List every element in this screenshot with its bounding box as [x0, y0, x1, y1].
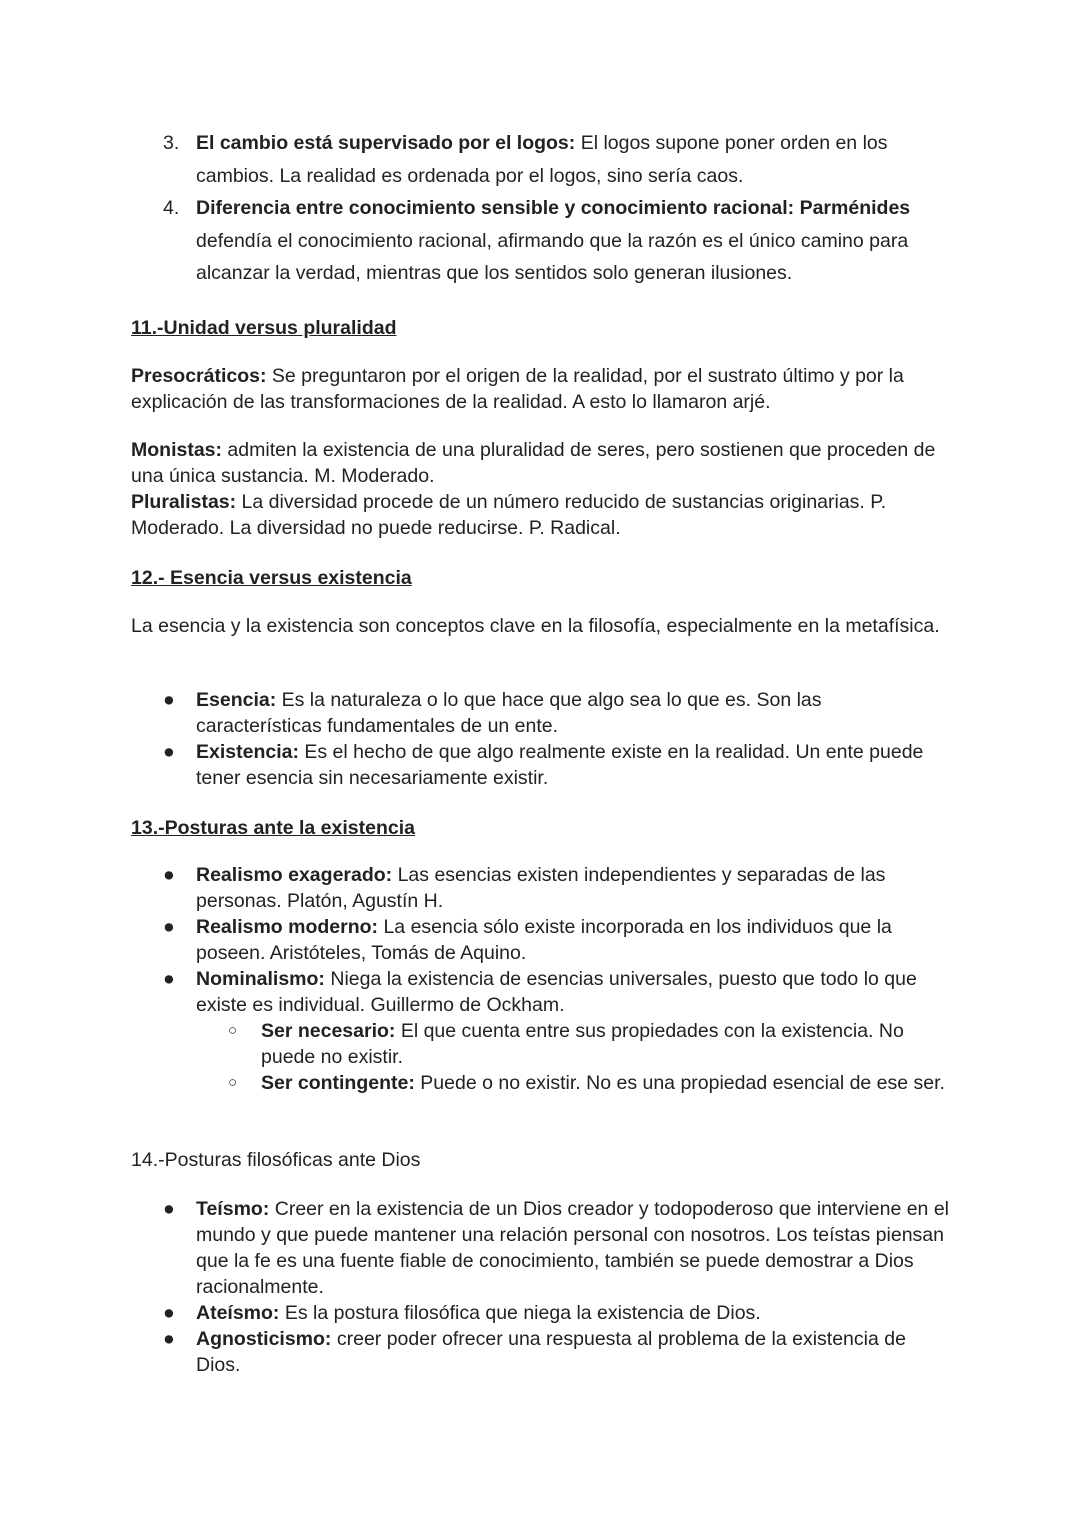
term: Presocráticos: — [131, 365, 267, 387]
list-item — [131, 687, 951, 739]
list-number: 4. — [163, 197, 180, 219]
definition: El logos supone poner orden en los cambios. La realidad es ordenada por el logos, sino sería caos. — [196, 132, 888, 187]
list-item — [131, 127, 951, 192]
definition: Se preguntaron por el origen de la realidad, por el sustrato último y por la explicación de las transformaciones de la realidad. A esto lo llamaron arjé. — [131, 365, 904, 413]
term: Agnosticismo: — [196, 1328, 332, 1350]
definition: Las esencias existen independientes y separadas de las personas. Platón, Agustín H. — [196, 864, 886, 912]
paragraph: La esencia y la existencia son conceptos clave en la filosofía, especialmente en la metafísica. — [131, 615, 940, 637]
definition: Es la postura filosófica que niega la existencia de Dios. — [279, 1302, 761, 1324]
list-item — [131, 1300, 951, 1326]
bullet-list — [131, 687, 951, 791]
definition: Puede o no existir. No es una propiedad esencial de ese ser. — [414, 1072, 945, 1094]
term: Monistas: — [131, 439, 223, 461]
section-11-heading: 11.-Unidad versus pluralidad — [131, 317, 397, 339]
term: Esencia: — [196, 689, 277, 711]
bullet-icon: ● — [163, 1198, 175, 1220]
bullet-icon: ● — [163, 1302, 175, 1324]
bullet-icon: ● — [163, 741, 175, 763]
bullet-icon: ● — [163, 968, 175, 990]
bullet-list — [131, 1196, 951, 1378]
term: Ser contingente: — [261, 1072, 415, 1094]
sub-list-item — [131, 1018, 951, 1070]
list-item — [131, 914, 951, 966]
section-14-heading: 14.-Posturas filosóficas ante Dios — [131, 1149, 421, 1171]
term: El cambio está supervisado por el logos: — [196, 132, 576, 154]
list-item — [131, 1326, 951, 1378]
definition: defendía el conocimiento racional, afirmando que la razón es el único camino para alcanzar la verdad, mientras que los sentidos solo generan ilusiones. — [196, 229, 909, 284]
definition: El que cuenta entre sus propiedades con la existencia. No puede no existir. — [261, 1020, 904, 1068]
paragraph — [131, 437, 951, 541]
term: Ser necesario: — [261, 1020, 396, 1042]
list-number: 3. — [163, 132, 180, 154]
bullet-icon: ● — [163, 864, 175, 886]
list-item — [131, 1196, 951, 1300]
term: Realismo moderno: — [196, 916, 379, 938]
circle-bullet-icon: ○ — [228, 1022, 238, 1039]
bullet-icon: ● — [163, 689, 175, 711]
term: Teísmo: — [196, 1198, 270, 1220]
list-item — [131, 192, 951, 290]
term: Nominalismo: — [196, 968, 325, 990]
bullet-icon: ● — [163, 1328, 175, 1350]
bullet-icon: ● — [163, 916, 175, 938]
term: Diferencia entre conocimiento sensible y conocimiento racional: Parménides — [196, 197, 911, 219]
term: Existencia: — [196, 741, 299, 763]
list-item — [131, 739, 951, 791]
term: Ateísmo: — [196, 1302, 280, 1324]
definition: Creer en la existencia de un Dios creador y todopoderoso que interviene en el mundo y que puede mantener una relación personal con nosotros. Los teístas piensan que la fe es una fuente fiable de conocimiento, también se puede demostrar a Dios racionalmente. — [196, 1198, 949, 1298]
list-item — [131, 966, 951, 1018]
definition: Niega la existencia de esencias universales, puesto que todo lo que existe es individual. Guillermo de Ockham. — [196, 968, 917, 1016]
definition: creer poder ofrecer una respuesta al problema de la existencia de Dios. — [196, 1328, 906, 1376]
numbered-list — [131, 127, 951, 290]
paragraph — [131, 363, 951, 415]
definition: La esencia sólo existe incorporada en los individuos que la poseen. Aristóteles, Tomás de Aquino. — [196, 916, 892, 964]
term: Pluralistas: — [131, 491, 237, 513]
section-13-heading: 13.-Posturas ante la existencia — [131, 817, 415, 839]
section-12-heading: 12.- Esencia versus existencia — [131, 567, 412, 589]
definition: La diversidad procede de un número reducido de sustancias originarias. P. Moderado. La diversidad no puede reducirse. P. Radical. — [131, 491, 887, 539]
list-item — [131, 862, 951, 914]
sub-list-item — [131, 1070, 951, 1096]
definition: admiten la existencia de una pluralidad de seres, pero sostienen que proceden de una única sustancia. M. Moderado. — [131, 439, 936, 487]
term: Realismo exagerado: — [196, 864, 393, 886]
circle-bullet-icon: ○ — [228, 1074, 238, 1091]
definition: Es el hecho de que algo realmente existe en la realidad. Un ente puede tener esencia sin necesariamente existir. — [196, 741, 924, 789]
definition: Es la naturaleza o lo que hace que algo sea lo que es. Son las características fundamentales de un ente. — [196, 689, 822, 737]
bullet-list — [131, 862, 951, 1096]
